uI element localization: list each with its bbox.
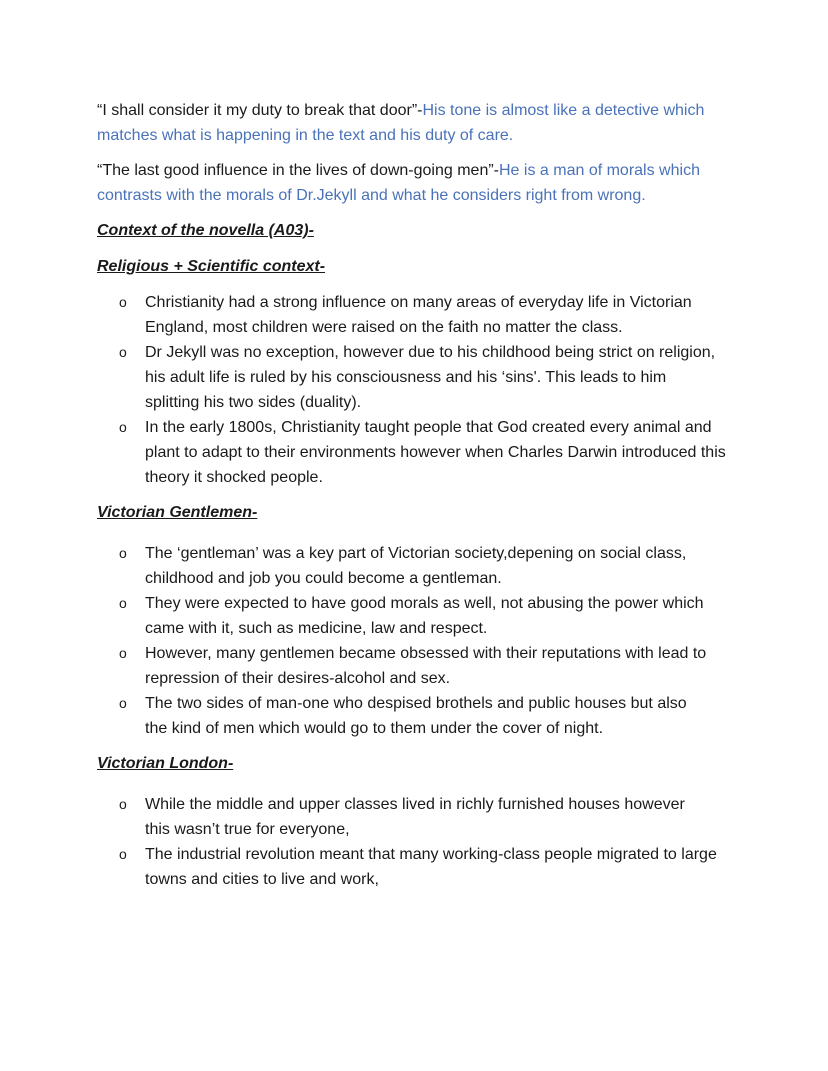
list-item-text: In the early 1800s, Christianity taught people that God created every animal and plant to adapt to their environments however when Charles Darwin introduced this theory it shocked people. (145, 419, 726, 486)
section-heading-religious: Religious + Scientific context- (97, 258, 326, 275)
bullet-icon: o (119, 294, 127, 310)
list-item-text: Christianity had a strong influence on many areas of everyday life in Victorian England, most children were raised on the faith no matter the class. (145, 294, 692, 336)
list-item (119, 340, 720, 415)
section-heading-gentlemen: Victorian Gentlemen- (97, 504, 258, 521)
quote-paragraph (97, 98, 725, 148)
bullet-icon: o (119, 595, 127, 611)
list-item-text: However, many gentlemen became obsessed with their reputations with lead to repression of their desires-alcohol and sex. (145, 645, 707, 687)
list-item-text: The two sides of man-one who despised brothels and public houses but also the kind of men which would go to them under the cover of night. (145, 695, 687, 737)
list-item-text: Dr Jekyll was no exception, however due to his childhood being strict on religion, his adult life is ruled by his consciousness and his ‘sins'. This leads to him splitting his two sides (duality). (145, 344, 716, 411)
quote-text: “I shall consider it my duty to break that door”- (97, 102, 423, 119)
bullet-icon: o (119, 344, 127, 360)
religious-bullet-list (97, 290, 735, 490)
quote-paragraph (97, 158, 709, 208)
list-item (119, 792, 685, 842)
bullet-icon: o (119, 645, 127, 661)
bullet-icon: o (119, 419, 127, 435)
bullet-icon: o (119, 796, 127, 812)
list-item-text: While the middle and upper classes lived in richly furnished houses however this wasn’t true for everyone, (145, 796, 685, 838)
document-page (97, 98, 747, 902)
list-item (119, 691, 705, 741)
london-bullet-list (97, 792, 725, 892)
bullet-icon: o (119, 545, 127, 561)
quote-analysis: His tone is almost like a detective which matches what is happening in the text and his duty of care. (97, 102, 705, 144)
list-item (119, 591, 707, 641)
bullet-icon: o (119, 695, 127, 711)
section-heading-context: Context of the novella (A03)- (97, 222, 314, 239)
list-item-text: They were expected to have good morals as well, not abusing the power which came with it, such as medicine, law and respect. (145, 595, 704, 637)
quote-text: “The last good influence in the lives of down-going men”- (97, 162, 499, 179)
section-heading-london: Victorian London- (97, 755, 234, 772)
list-item (119, 641, 710, 691)
list-item (119, 290, 705, 340)
gentlemen-bullet-list (97, 541, 715, 741)
list-item-text: The ‘gentleman’ was a key part of Victorian society,depening on social class, childhood and job you could become a gentleman. (145, 545, 687, 587)
list-item (119, 415, 735, 490)
list-item (119, 842, 720, 892)
bullet-icon: o (119, 846, 127, 862)
quote-analysis: He is a man of morals which contrasts with the morals of Dr.Jekyll and what he considers right from wrong. (97, 162, 700, 204)
list-item-text: The industrial revolution meant that many working-class people migrated to large towns and cities to live and work, (145, 846, 717, 888)
list-item (119, 541, 693, 591)
